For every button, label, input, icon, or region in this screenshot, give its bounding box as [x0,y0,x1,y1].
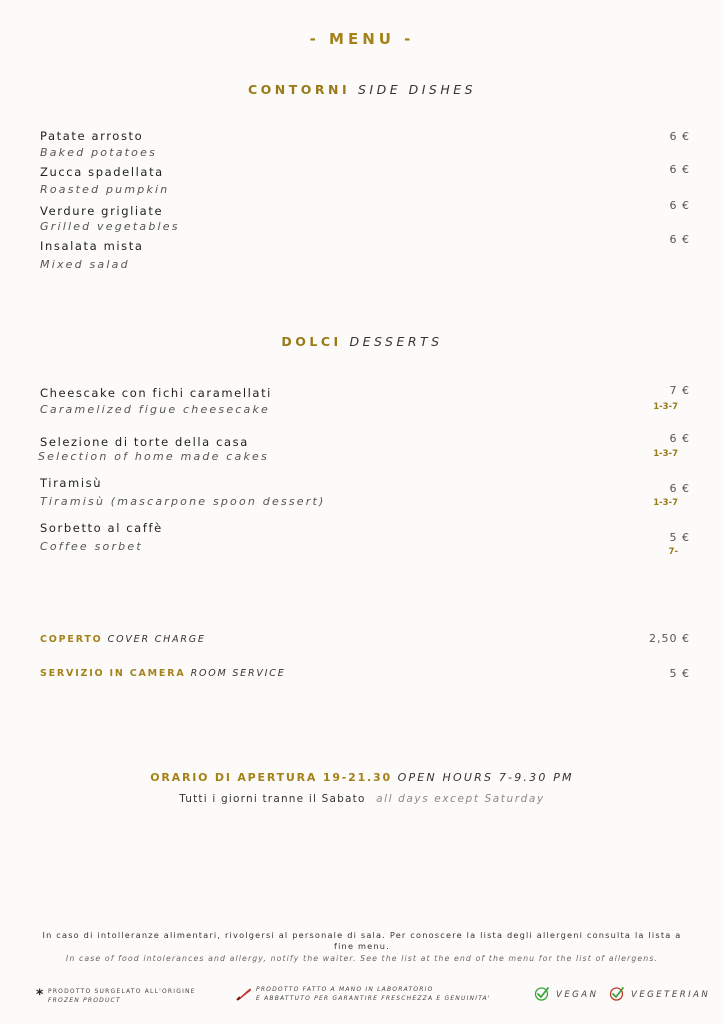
section-heading-dolci [0,334,724,349]
asterisk-icon: * [36,987,44,1003]
menu-item-price: 6 € [669,130,690,143]
charge-label-en: COVER CHARGE [107,634,206,645]
knife-icon [236,987,252,1001]
room-service-label [40,668,286,679]
menu-item-name: Cheescake con fichi caramellati [40,386,272,400]
vegan-icon [534,986,550,1002]
legend-frozen [48,987,196,1005]
menu-item-subtitle: Tiramisù (mascarpone spoon dessert) [40,495,326,508]
menu-item-subtitle: Caramelized figue cheesecake [40,403,271,416]
allergy-note-en: In case of food intolerances and allergy, notify the waiter. See the list at the end of the menu for the list of allergens. [65,954,659,963]
legend-vegan: VEGAN [556,990,599,1000]
cover-charge-label [40,634,206,645]
section-heading-it: DOLCI [281,334,342,349]
menu-item-name: Selezione di torte della casa [40,435,249,449]
charge-label-it: SERVIZIO IN CAMERA [40,668,186,679]
allergy-note-it: In caso di intolleranze alimentari, rivolgersi al personale di sala. Per conoscere la lista degli allergeni consulta la lista a fine menu. [42,930,682,951]
menu-item-name: Zucca spadellata [40,165,164,179]
allergen-codes: 7- [668,547,678,557]
charge-label-en: ROOM SERVICE [190,668,286,679]
menu-item-subtitle: Selection of home made cakes [38,450,269,463]
menu-item-name: Patate arrosto [40,129,144,143]
vegetarian-icon [609,986,625,1002]
menu-title: - MENU - [309,30,415,48]
menu-item-price: 5 € [669,531,690,544]
menu-item-price: 6 € [669,199,690,212]
legend-frozen-en: FROZEN PRODUCT [48,997,121,1004]
legend-handmade-en: E ABBATTUTO PER GARANTIRE FRESCHEZZA E GENUINITA' [256,995,491,1002]
menu-item-price: 7 € [669,384,690,397]
section-heading-en: SIDE DISHES [357,82,477,97]
legend-handmade [256,985,491,1003]
menu-item-price: 6 € [669,233,690,246]
menu-item-price: 6 € [669,432,690,445]
menu-item-name: Verdure grigliate [40,204,164,218]
opening-hours-en: OPEN HOURS 7-9.30 PM [397,771,574,784]
legend-handmade-it: PRODOTTO FATTO A MANO IN LABORATORIO [256,986,434,993]
cover-charge-price: 2,50 € [649,632,690,645]
allergen-codes: 1-3-7 [653,402,678,412]
opening-days [0,793,724,805]
menu-item-subtitle: Roasted pumpkin [40,183,170,196]
menu-item-subtitle: Baked potatoes [40,146,158,159]
legend-frozen-it: PRODOTTO SURGELATO ALL'ORIGINE [48,988,196,995]
menu-item-price: 6 € [669,163,690,176]
opening-days-it: Tutti i giorni tranne il Sabato [179,793,366,805]
opening-hours [0,771,724,784]
menu-item-subtitle: Grilled vegetables [40,220,180,233]
allergen-codes: 1-3-7 [653,498,678,508]
allergen-codes: 1-3-7 [653,449,678,459]
menu-item-name: Insalata mista [40,239,144,253]
opening-days-en: all days except Saturday [376,793,545,805]
menu-item-name: Sorbetto al caffè [40,521,163,535]
section-heading-en: DESSERTS [349,334,443,349]
opening-hours-it: ORARIO DI APERTURA 19-21.30 [150,771,392,784]
menu-item-subtitle: Coffee sorbet [40,540,143,553]
section-heading-contorni [0,82,724,97]
legend-vegetarian: VEGETERIAN [631,990,711,1000]
menu-item-price: 6 € [669,482,690,495]
charge-label-it: COPERTO [40,634,103,645]
menu-item-subtitle: Mixed salad [40,258,130,271]
menu-item-name: Tiramisù [40,476,103,490]
section-heading-it: CONTORNI [247,82,351,97]
room-service-price: 5 € [669,667,690,680]
